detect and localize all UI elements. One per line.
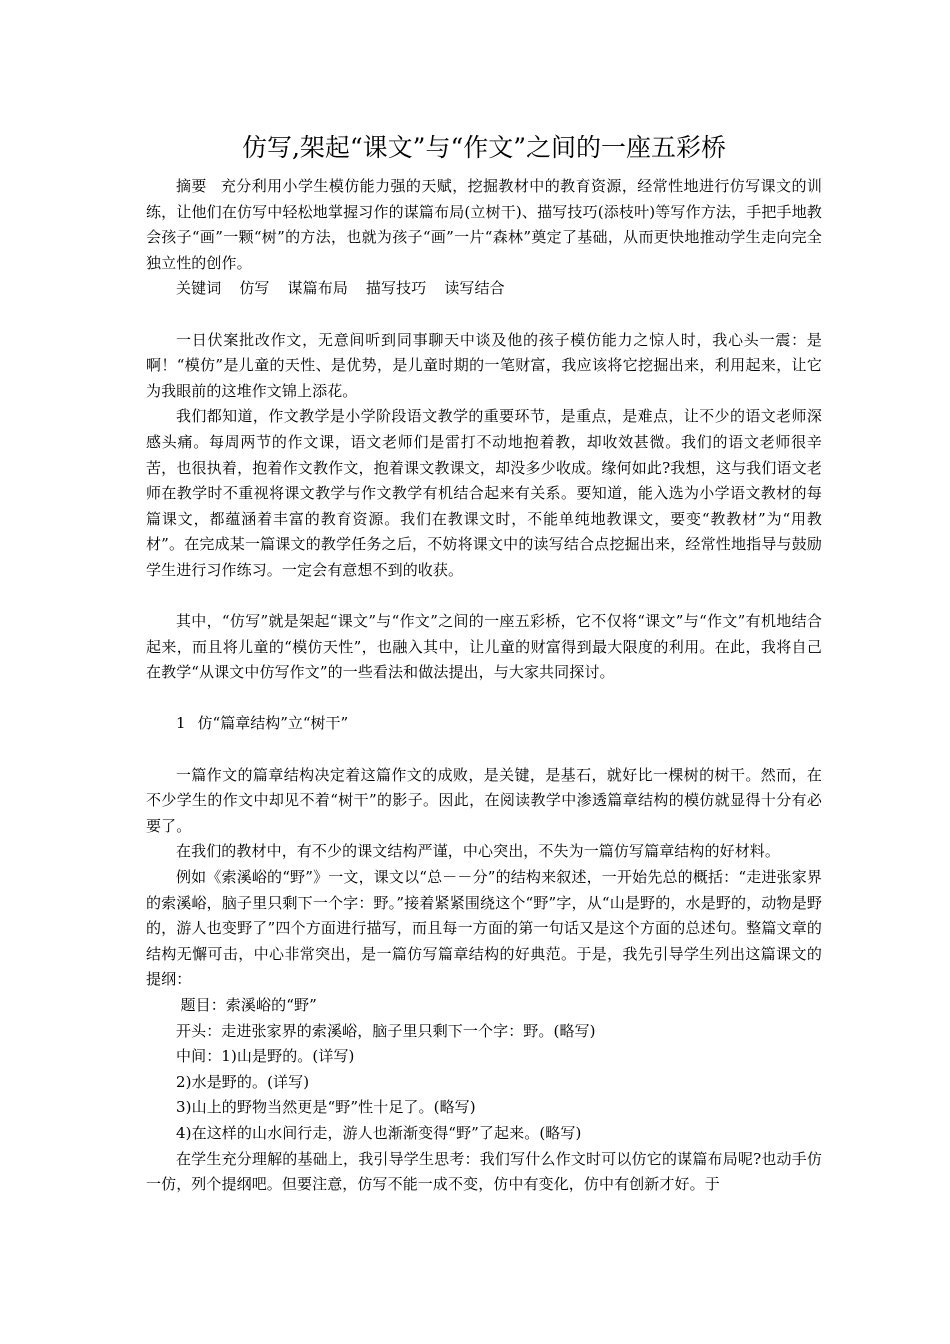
keywords-label: 关键词 <box>176 279 222 298</box>
closing-paragraph: 在学生充分理解的基础上，我引导学生思考：我们写什么作文时可以仿它的谋篇布局呢?也动手仿一仿，列个提纲吧。但要注意，仿写不能一成不变，仿中有变化，仿中有创新才好。于 <box>146 1149 822 1194</box>
document-page <box>146 128 822 1198</box>
section-paragraph: 一篇作文的篇章结构决定着这篇作文的成败，是关键，是基石，就好比一棵树的树干。然而，在不少学生的作文中却见不着“树干”的影子。因此，在阅读教学中渗透篇章结构的模仿就显得十分有必要了。 <box>146 765 822 835</box>
keyword: 描写技巧 <box>365 279 427 298</box>
keyword: 读写结合 <box>444 279 505 298</box>
outline-item: 3)山上的野物当然更是“野”性十足了。(略写) <box>176 1098 476 1117</box>
intro-paragraph: 我们都知道，作文教学是小学阶段语文教学的重要环节，是重点，是难点，让不少的语文老师深感头痛。每周两节的作文课，语文老师们是雷打不动地抱着教，却收效甚微。我们的语文老师很辛苦，也很执着，抱着作文教作文，抱着课文教课文，却没多少收成。缘何如此?我想，这与我们语文老师在教学时不重视将课文教学与作文教学有机结合起来有关系。要知道，能入选为小学语文教材的每篇课文，都蕴涵着丰富的教育资源。我们在教课文时，不能单纯地教课文，要变“教教材”为“用教材”。在完成某一篇课文的教学任务之后，不妨将课文中的读写结合点挖掘出来，经常性地指导与鼓励学生进行习作练习。一定会有意想不到的收获。 <box>146 407 822 579</box>
keyword: 谋篇布局 <box>287 279 348 298</box>
keywords-line <box>146 276 822 302</box>
section-heading-text: 仿“篇章结构”立“树干” <box>197 714 349 733</box>
outline-opening: 开头：走进张家界的索溪峪，脑子里只剩下一个字：野。(略写) <box>176 1021 596 1040</box>
intro-paragraph: 一日伏案批改作文，无意间听到同事聊天中谈及他的孩子模仿能力之惊人时，我心头一震：是啊！“模仿”是儿童的天性、是优势，是儿童时期的一笔财富，我应该将它挖掘出来，利用起来，让它为我眼前的这堆作文锦上添花。 <box>146 330 822 400</box>
spacer <box>146 737 822 763</box>
section-paragraph: 在我们的教材中，有不少的课文结构严谨，中心突出，不失为一篇仿写篇章结构的好材料。 <box>176 842 781 861</box>
section-number: 1 <box>176 714 186 733</box>
section-heading <box>146 711 822 737</box>
spacer <box>146 584 822 610</box>
document-title: 仿写,架起“课文”与“作文”之间的一座五彩桥 <box>241 133 727 162</box>
abstract <box>146 174 822 276</box>
outline-item: 2)水是野的。(详写) <box>176 1072 310 1091</box>
abstract-text: 充分利用小学生模仿能力强的天赋，挖掘教材中的教育资源，经常性地进行仿写课文的训练，让他们在仿写中轻松地掌握习作的谋篇布局(立树干)、描写技巧(添枝叶)等写作方法，手把手地教会孩子“画”一颗“树”的方法，也就为孩子“画”一片“森林”奠定了基础，从而更快地推动学生走向完全独立性的创作。 <box>146 177 823 272</box>
bridge-paragraph: 其中，“仿写”就是架起“课文”与“作文”之间的一座五彩桥，它不仅将“课文”与“作文”有机地结合起来，而且将儿童的“模仿天性”，也融入其中，让儿童的财富得到最大限度的利用。在此，我将自己在教学“从课文中仿写作文”的一些看法和做法提出，与大家共同探讨。 <box>146 612 822 682</box>
section-paragraph: 例如《索溪峪的“野”》一文，课文以“总－－分”的结构来叙述，一开始先总的概括：“走进张家界的索溪峪，脑子里只剩下一个字：野。”接着紧紧围绕这个“野”字，从“山是野的，水是野的，动物是野的，游人也变野了”四个方面进行描写，而且每一方面的第一句话又是这个方面的总述句。整篇文章的结构无懈可击，中心非常突出，是一篇仿写篇章结构的好典范。于是，我先引导学生列出这篇课文的提纲： <box>146 868 822 989</box>
outline-item: 4)在这样的山水间行走，游人也渐渐变得“野”了起来。(略写) <box>176 1123 582 1142</box>
abstract-label: 摘要 <box>176 177 207 195</box>
spacer <box>146 686 822 712</box>
outline-item: 中间：1)山是野的。(详写) <box>176 1047 355 1066</box>
spacer <box>146 302 822 328</box>
outline-title: 题目：索溪峪的“野” <box>180 996 317 1014</box>
keyword: 仿写 <box>239 279 270 298</box>
